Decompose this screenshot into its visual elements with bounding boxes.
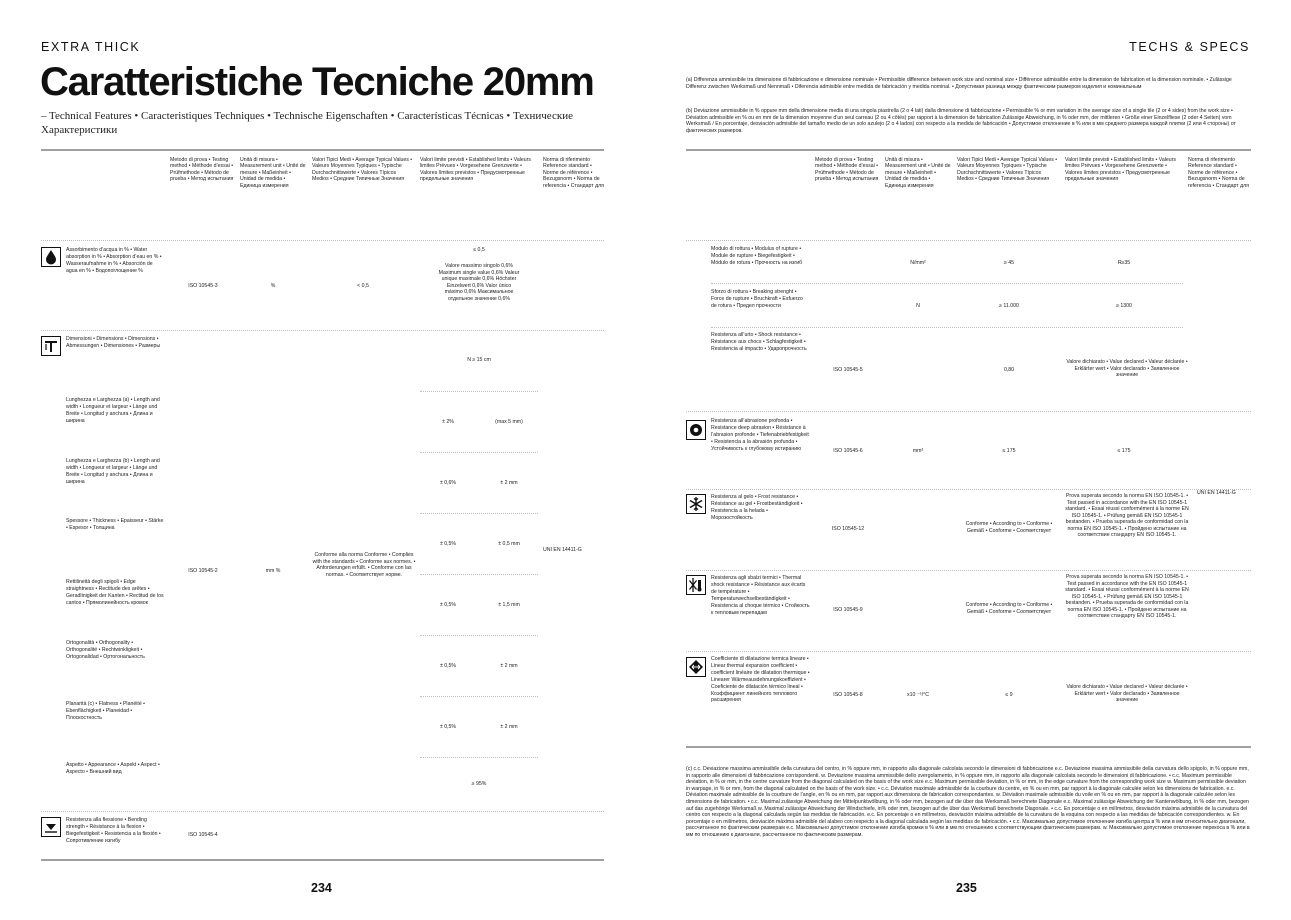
row-frost-label: Resistenza al gelo • Frost resistance • Résistance au gel • Frostbeständigkeit • Resistencia a la helada • Морозостойкость (711, 494, 803, 521)
row-rupture-unit: N/mm² (910, 260, 926, 266)
kicker-techs-specs: TECHS & SPECS (1129, 40, 1250, 54)
row-length-b-label: Lunghezza e Larghezza (b) • Length and width • Longueur et largeur • Länge und Breite • Longitud y anchura • Длина и ширина (66, 458, 160, 485)
header-norm: Norma di riferimento Reference standard • Norme de référence • Bezugsnorm • Norma de referencia • Стандарт для (1188, 157, 1249, 189)
row-length-a-v1: ± 2% (442, 419, 454, 425)
row-divider (686, 651, 1251, 652)
row-divider (420, 635, 538, 636)
row-thermal-shock-label: Resistenza agli sbalzi termici • Thermal shock resistance • Résistance aux écarts de température • Temperaturwechselbeständigkeit • Resistencia al choque térmico • Стойкость к тепловым перепадам (711, 575, 810, 616)
ruler-set-square-icon (41, 336, 61, 356)
row-thickness-label: Spessore • Thickness • Epaisseur • Stärke • Espesor • Толщина (66, 518, 164, 531)
table-bottom-rule (686, 746, 1251, 748)
page-title: Caratteristiche Tecniche 20mm (40, 60, 594, 104)
table-top-rule (686, 149, 1251, 151)
row-expansion-unit: x10 ⁻⁶/°C (907, 692, 929, 698)
row-flatness-label: Planarità (c) • Flatness • Planéité • Ebenflächigkeit • Planeidad • Плоскостность (66, 701, 145, 721)
row-impact-limit: Valore dichiarato • Value declared • Valeur déclarée • Erklärter wert • Valor declarado • Заявленное значение (1066, 359, 1188, 378)
snowflake-icon (686, 494, 706, 514)
row-thermal-shock-method: ISO 10545-9 (833, 607, 863, 613)
row-breaking-label: Sforzo di rottura • Breaking strenght • Force de rupture • Bruchkraft • Esfuerzo de rotura • Предел прочности (711, 289, 803, 309)
row-flatness-v2: ± 2 mm (500, 724, 518, 730)
row-water-limit-detail: Valore massimo singolo 0,6% Maximum single value 0,6% Valeur unique maximale 0,6% Höchster Einzelwert 0,6% Valor único máximo 0,6% Максимальное отдельное значение 0,6% (438, 263, 520, 302)
row-divider (686, 489, 1251, 490)
water-drop-icon (41, 247, 61, 267)
header-limits: Valori limite previsti • Established limits • Valeurs limites Prévues • Vorgesehene Grenzwerte • Valores límites previstos • Предусмотренные предельные значения (1065, 157, 1176, 183)
abrasion-disc-icon (686, 420, 706, 440)
row-divider (420, 513, 538, 514)
row-abrasion-limit: ≤ 175 (1117, 448, 1131, 454)
row-water-typical: < 0,5 (357, 283, 369, 289)
footnote-a: (a) Differenza ammissibile tra dimensione di fabbricazione e dimensione nominale • Permissible difference between work size and nominal size • Différence admissible entre la dimension de fabrication et la dimension nominale. • Zulässige Differenz zwischen Werksmaß und Nennmaß • Diferencia admisible entre medida de fabricación y medida nominal. • Допустимая разница между фактическим размером изделия и номинальным (686, 77, 1232, 90)
row-flatness-v1: ± 0,5% (439, 724, 457, 730)
row-divider (420, 574, 538, 575)
row-appearance-label: Aspetto • Appearance • Aspekt • Aspect • Aspecto • Внешний вид (66, 762, 160, 775)
row-length-a-v2: (max 5 mm) (495, 419, 523, 425)
row-expansion-method: ISO 10545-8 (833, 692, 863, 698)
row-edges-v2: ± 1,5 mm (498, 602, 520, 608)
row-abrasion-typical: ≤ 175 (1002, 448, 1016, 454)
footnote-b: (b) Deviazione ammissibile in % oppure mm della dimensione media di una singola piastrella (2 o 4 lati) dalla dimensione di fabbricazione • Permissible % or mm variation in the average size of a single tile (2 or 4 sides) from the work size • Déviation admissible en % ou en mm de la dimension moyenne d’un seul carreau (2 ou 4 côtés) par rapport à la dimension de fabrication Zulässige Abweichung, in % oder mm, der mittleren • Größe einer Einzelfliese (2 oder 4 Seiten) vom Werksmaß / En porcentaje, desviación admisible del tamaño medio de un solo azulejo (2 o 4 lados) con respecto a la medida de fabricación • Допустимое отклонение в % или в мм среднего размера каждой плитки (2 или 4 стороны) от фактических размеров. (686, 108, 1236, 134)
row-expansion-label: Coefficiente di dilatazione termica lineare • Linear thermal expansion coefficient • coefficient linéaire de dilatation thermique • Linearer Wärmeausdehnungskoeffizient • Coeficiente de dilatación térmico lineal • Коэффициент линейного теплового расширения (711, 656, 810, 704)
row-appearance-limit: ≥ 95% (471, 781, 487, 787)
left-page (0, 0, 645, 920)
row-divider (711, 327, 1183, 328)
bending-arrow-icon (41, 817, 61, 837)
dim-group-method: ISO 10545-2 (188, 568, 218, 574)
right-page (645, 0, 1291, 920)
header-unit: Unità di misura • Measurement unit • Unité de mesure • Maßeinheit • Unidad de medida • Единица измерения (240, 157, 306, 189)
row-frost-limit: Prova superata secondo la norma EN ISO 10545-1. • Test passed in accordance with the EN ISO 10545-1 standard. • Essai réussi conformément à la norme EN ISO 10545-1. • Prüfung gemäß EN ISO 10545-1 bestanden. • Prueba superada de conformidad con la norma EN ISO 10545-1. • Пройдено испытание на соответствие стандарту EN ISO 10545-1. (1065, 493, 1189, 538)
row-edges-label: Rettilineità degli spigoli • Edge straightness • Rectitude des arêtes • Geradlinigkeit der Kanten • Rectitud de los cantos • Прямолинейность кромок (66, 579, 164, 606)
row-frost-method: ISO 10545-12 (831, 526, 865, 532)
page-number-left: 234 (311, 881, 332, 895)
row-expansion-typical: ≤ 9 (1005, 692, 1013, 698)
row-water-limit-top: ≤ 0,5 (473, 247, 485, 253)
row-abrasion-method: ISO 10545-6 (833, 448, 863, 454)
row-divider (420, 452, 538, 453)
row-dimensions-limit: N ≥ 15 cm (467, 357, 491, 363)
row-thickness-v1: ± 0,5% (439, 541, 457, 547)
row-impact-method: ISO 10545-5 (833, 367, 863, 373)
page-number-right: 235 (956, 881, 977, 895)
row-bending-method: ISO 10545-4 (188, 832, 218, 838)
header-norm: Norma di riferimento Reference standard • Norme de référence • Bezugsnorm • Norma de referencia • Стандарт для (543, 157, 604, 189)
dim-group-norm: UNI EN 14411-G (543, 547, 582, 553)
row-edges-v1: ± 0,5% (439, 602, 457, 608)
header-typical: Valori Tipici Medi • Average Typical Values • Valeurs Moyennes Typiques • Typische Durchschnittswerte • Valores Típicos Medios • Средние Типичные Значения (957, 157, 1058, 183)
row-divider (41, 811, 604, 812)
row-divider (711, 283, 1183, 284)
row-rupture-label: Modulo di rottura • Modulus of rupture • Module de rupture • Biegefestigkeit • Módulo de rotura • Прочность на изгиб (711, 246, 803, 266)
row-breaking-unit: N (916, 303, 920, 309)
row-rupture-limit: R≥35 (1117, 260, 1131, 266)
row-rupture-typical: ≥ 45 (1003, 260, 1015, 266)
row-thickness-v2: ± 0,5 mm (498, 541, 520, 547)
footnote-c: (c) c.c. Deviazione massima ammissibile della curvatura del centro, in % oppure mm, in rapporto alla diagonale calcolata secondo le dimensioni di fabbricazione e.c. Deviazione massima ammissibile della curvatura dello spigolo, in % oppure mm, in rapporto alle dimensioni di fabbricazione corrispondenti. w. Deviazione massima ammissibile dello svergolamento, in % oppure mm, in rapporto alla diagonale calcolata secondo le dimensioni di fabbricazione. • c.c. Maximum permissible deviation, in % or mm, in the centre curvature from the diagonal calculated on the basis of the work size e.c. Maximum permissible deviation, in % or mm, in the edge curvature from the corresponding work size w. Maximum permissible deviation in warpage, in % or mm, from the diagonal calculated on the basis of the work size. • c.c. Déviation maximale admissible de la courbure du centre, en % ou en mm, par rapport à la diagonale calculée selon les dimensions de fabrication. e.c. Déviation maximale admissible de la courbure de l’angle, en % ou en mm, par rapport aux dimensions de fabrication correspondantes. w. Déviation maximale admissible du voile en % ou en mm, par rapport à la diagonale calculée selon les dimensions de fabrication. • c.c. Maximal zulässige Abweichung der Mittelpunktwölbung, in % oder mm, bezogen auf die über das Werksmaß berechnete Diagonale e.c. Maximal zulässige Abweichung der Kantenwölbung, in % oder mm, bezogen auf das zugehörige Werksmaß w. Maximal zulässige Abweichung der Windschiefe, in% oder mm, bezogen auf die über das Werksmaß berechnete Diagonale. • c.c. En porcentaje o en milímetros, desviación máxima admisible de la curvatura del centro con respecto a la diagonal calculada según las medidas de fabricación. e.c. En porcentaje o en milímetros, desviación máxima admisible de la curvatura de la esquina con respecto a las medidas de fabricación correspondientes. w. En porcentaje o en milímetros, desviación máxima admisible del alabeo con respecto a la diagonal calculada según las medidas de fabricación. • c.c. Максимально допустимое отклонение изгиба центра в % или в мм относительно диагонали, рассчитанное по фактическим размерам e.c. Максимально допустимое отклонение изгиба кромки в % или в мм по отношению к соответствующим фактическим размерам. w. Максимально допустимое отклонение перекоса в % или в мм по отношению к диагонали, рассчитанное по фактическим размерам. (686, 766, 1250, 838)
row-thermal-shock-typical: Conforme • According to • Conforme • Gemäß • Conforme • Соответствует (965, 602, 1053, 615)
row-impact-label: Resistenza all’urto • Shock resistance • Résistance aux chocs • Schlagfestigkeit • Resistencia al impacto • Ударопрочность (711, 332, 807, 352)
table-top-rule (41, 149, 604, 151)
thermal-shock-icon (686, 575, 706, 595)
kicker-extra-thick: EXTRA THICK (41, 40, 141, 54)
row-length-b-v1: ± 0,6% (439, 480, 457, 486)
row-divider (686, 240, 1251, 241)
row-breaking-limit: ≥ 1300 (1116, 303, 1132, 309)
row-abrasion-label: Resistenza all’abrasione profonda • Resistance deep abrasion • Résistance à l’abrasion profonde • Tiefenabriebfestigkeit • Resistencia a la abrasión profunda • Устойчивость к глубокому истиранию (711, 418, 809, 452)
row-orthogonality-label: Ortogonalità • Orthogonality • Orthogonalité • Rechtwinkligkeit • Ortogonalidad • Ортогональность (66, 640, 145, 660)
row-frost-norm: UNI EN 14411-G (1197, 490, 1236, 496)
header-unit: Unità di misura • Measurement unit • Unité de mesure • Maßeinheit • Unidad de medida • Единица измерения (885, 157, 951, 189)
row-length-b-v2: ± 2 mm (500, 480, 518, 486)
row-divider (41, 240, 604, 241)
row-divider (686, 570, 1251, 571)
row-frost-typical: Conforme • According to • Conforme • Gemäß • Conforme • Соответствует (965, 521, 1053, 534)
page-subtitle: – Technical Features • Caracteristiques Techniques • Technische Eigenschaften • Características Técnicas • Технические Характеристики (41, 110, 573, 136)
row-water-label: Assorbimento d’acqua in % • Water absorption in % • Absorption d’eau en % • Wasseraufnahme in % • Absorción de agua en % • Водопоглощение % (66, 247, 162, 274)
header-typical: Valori Tipici Medi • Average Typical Values • Valeurs Moyennes Typiques • Typische Durchschnittswerte • Valores Típicos Medios • Средние Типичные Значения (312, 157, 413, 183)
row-divider (420, 757, 538, 758)
row-impact-typical: 0,80 (1003, 367, 1015, 373)
dim-group-unit: mm % (265, 568, 281, 574)
header-method: Metodo di prova • Testing method • Méthode d’essai • Prüfmethode • Método de prueba • Метод испытания (815, 157, 879, 183)
row-breaking-typical: ≥ 11.000 (999, 303, 1019, 309)
row-thermal-shock-limit: Prova superata secondo la norma EN ISO 10545-1. • Test passed in accordance with the EN ISO 10545-1 standard. • Essai réussi conformément à la norme EN ISO 10545-1. • Prüfung gemäß EN ISO 10545-1 bestanden. • Prueba superada de conformidad con la norma EN ISO 10545-1. • Пройдено испытание на соответствие стандарту EN ISO 10545-1. (1065, 574, 1189, 619)
row-water-method: ISO 10545-3 (188, 283, 218, 289)
row-abrasion-unit: mm³ (912, 448, 924, 454)
row-orthogonality-v1: ± 0,5% (439, 663, 457, 669)
row-expansion-limit: Valore dichiarato • Value declared • Valeur déclarée • Erklärter wert • Valor declarado • Заявленное значение (1066, 684, 1188, 703)
row-bending-label: Resistenza alla flessione • Bending strength • Résistance à la flexion • Biegefestigkeit • Resistencia a la flexión • Сопротивление изгибу (66, 817, 161, 844)
row-divider (686, 411, 1251, 412)
row-orthogonality-v2: ± 2 mm (500, 663, 518, 669)
row-water-unit: % (270, 283, 276, 289)
header-limits: Valori limite previsti • Established limits • Valeurs limites Prévues • Vorgesehene Grenzwerte • Valores límites previstos • Предусмотренные предельные значения (420, 157, 531, 183)
dim-group-typical: Conforme alla norma Conforme • Complies with the standards • Conforme aux normes. • Anforderungen erfüllt. • Conforme con las normas. • Соответствует норме. (312, 552, 416, 578)
row-length-a-label: Lunghezza e Larghezza (a) • Length and width • Longueur et largeur • Länge und Breite • Longitud y anchura • Длина и ширина (66, 397, 160, 424)
table-bottom-rule (41, 859, 604, 861)
row-dimensions-label: Dimensioni • Dimensions • Dimensions • Abmessungen • Dimensiones • Размеры (66, 336, 161, 349)
header-method: Metodo di prova • Testing method • Méthode d’essai • Prüfmethode • Método de prueba • Метод испытания (170, 157, 234, 183)
row-divider (41, 330, 604, 331)
row-divider (420, 391, 538, 392)
expansion-arrows-icon (686, 657, 706, 677)
row-divider (420, 696, 538, 697)
